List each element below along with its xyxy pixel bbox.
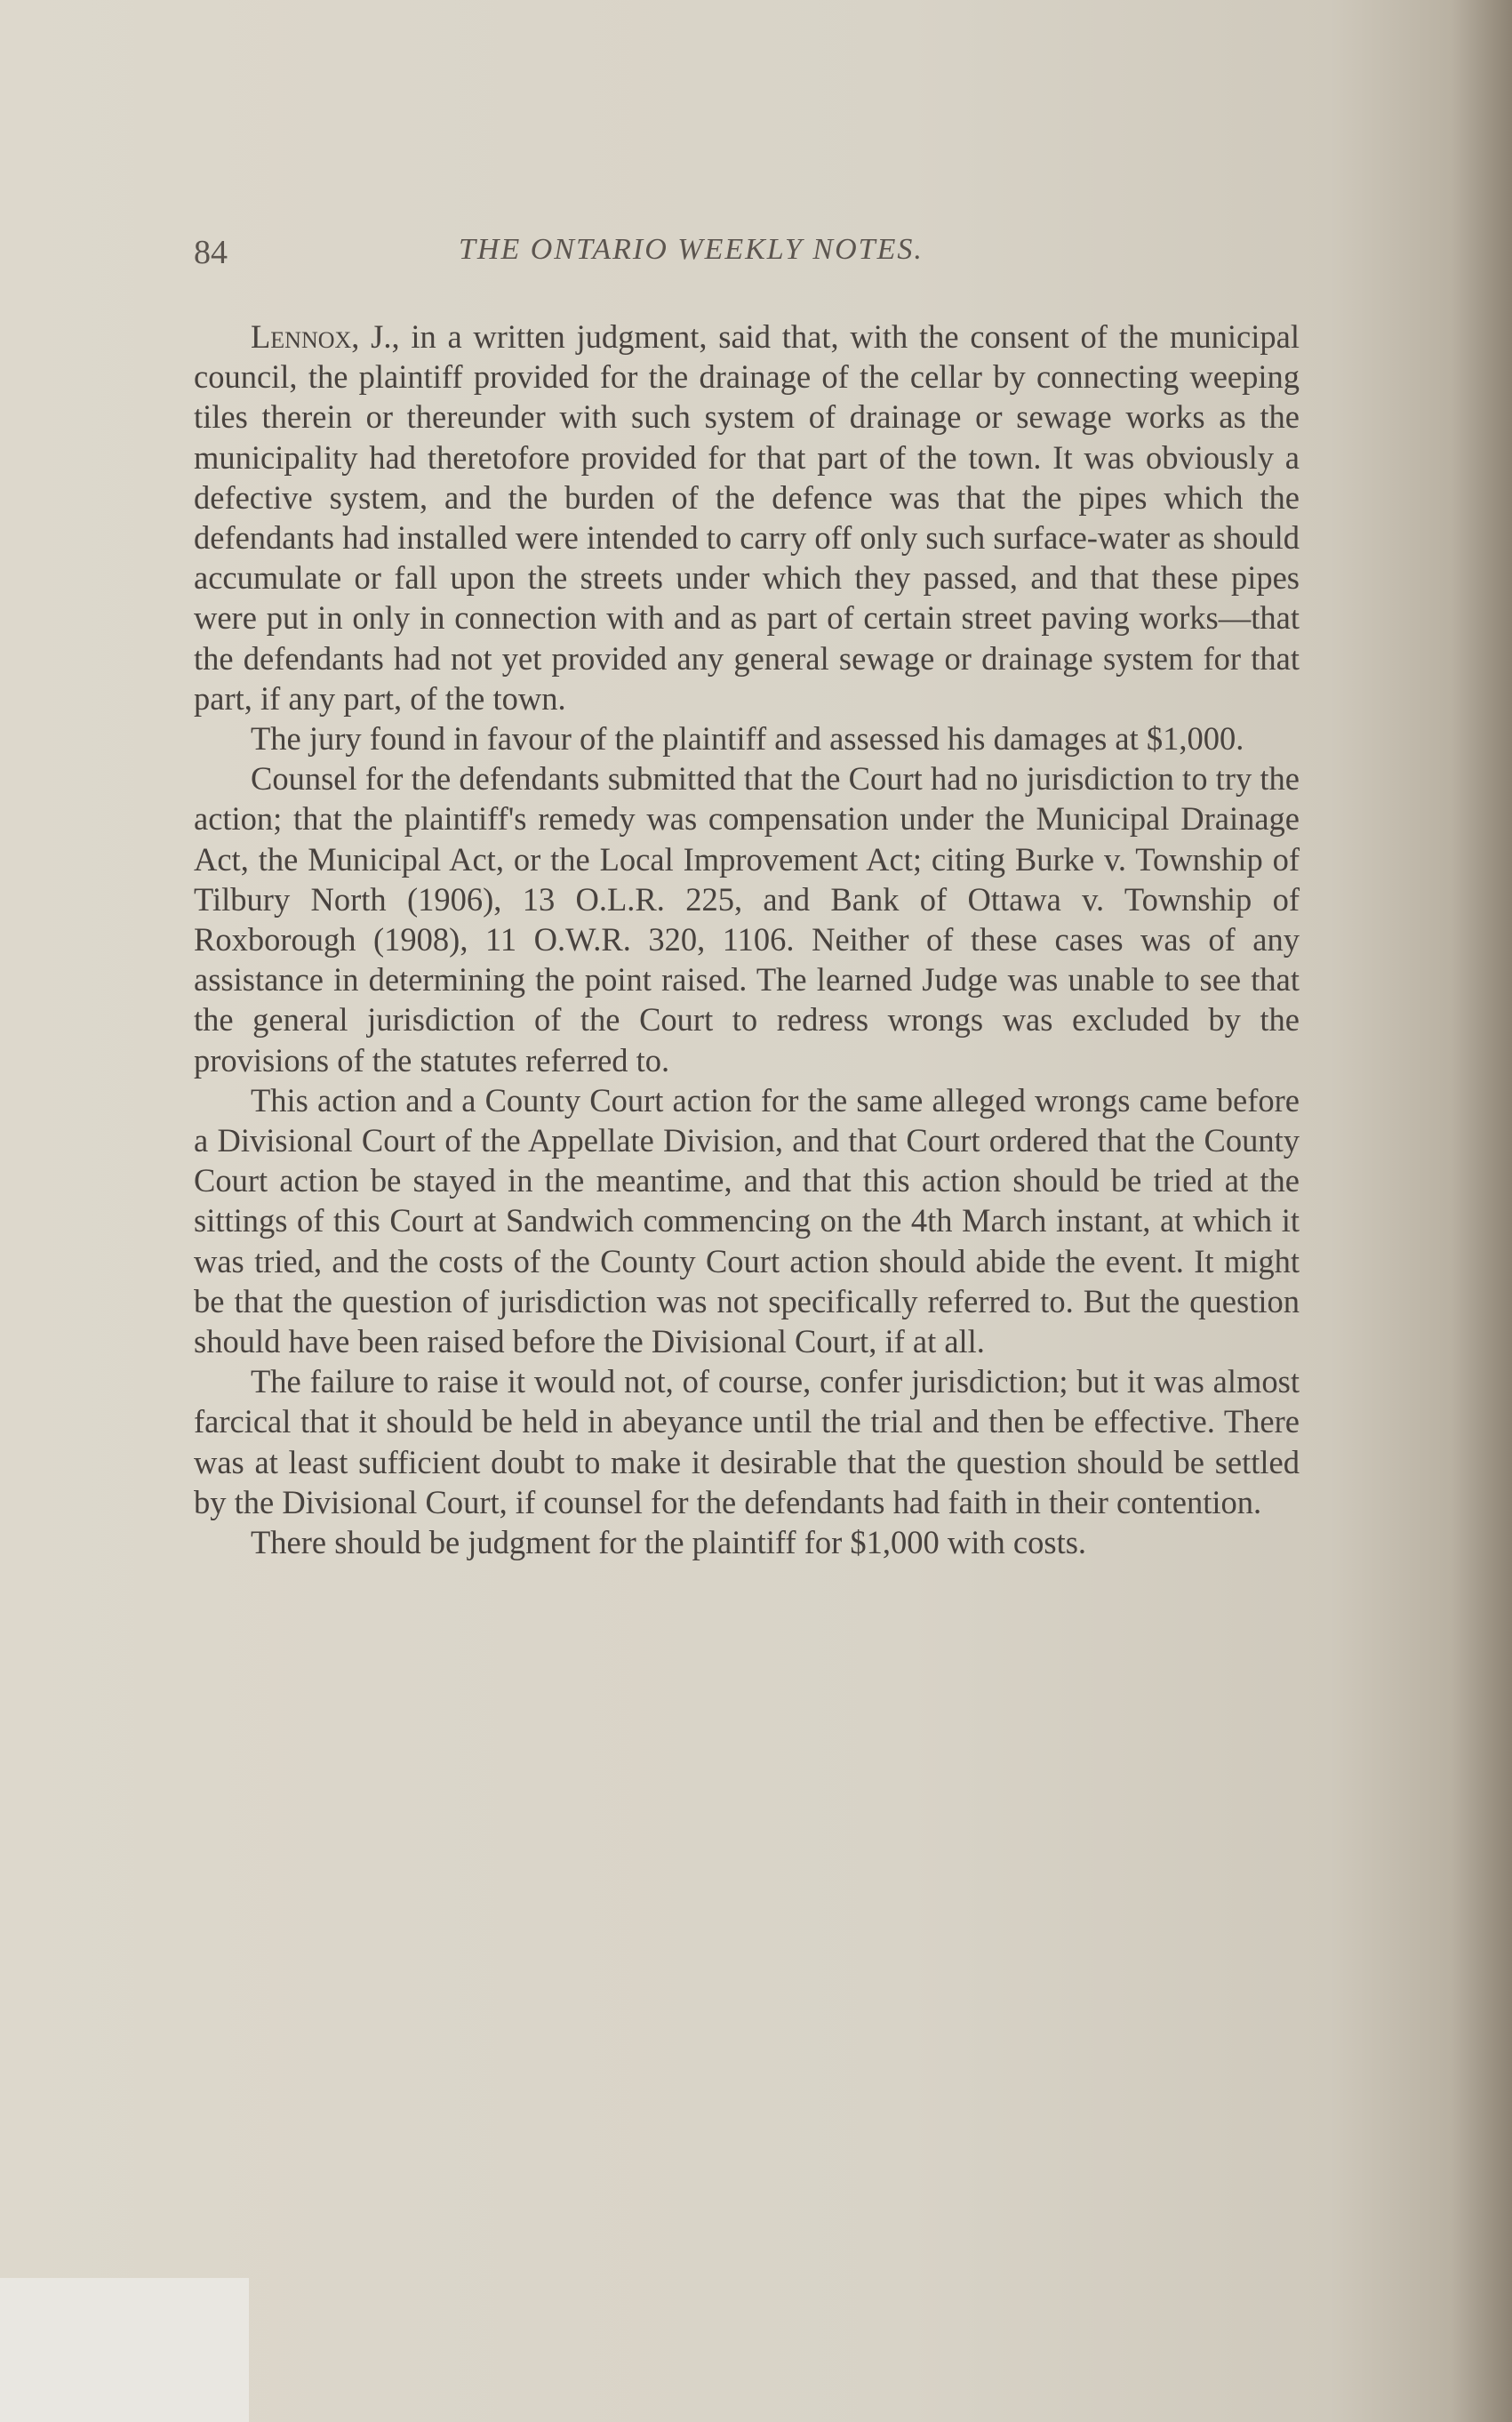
judge-name: Lennox [251,318,352,355]
page-header [194,233,1296,277]
paragraph-1-text: , J., in a written judgment, said that, with the consent of the municipal council, the plaintiff provided for the drainage of the cellar by connecting weeping tiles therein or thereunder with such system of drainage or sewage works as the municipality had theretofore provided for that part of the town. It was obviously a defective system, and the burden of the defence was that the pipes which the defendants had installed were intended to carry off only such surface-water as should accumulate or fall upon the streets under which they passed, and that these pipes were put in only in connection with and as part of certain street paving works—that the defendants had not yet provided any general sewage or drainage system for that part, if any part, of the town. [194,318,1300,717]
paragraph-4: This action and a County Court action for the same alleged wrongs came before a Divisional Court of the Appellate Division, and that Court ordered that the County Court action be stayed in the meantime, and that this action should be tried at the sittings of this Court at Sandwich commencing on the 4th March instant, at which it was tried, and the costs of the County Court action should abide the event. It might be that the question of jurisdiction was not specifically referred to. But the question should have been raised before the Divisional Court, if at all. [194,1081,1300,1360]
page-corner-background [0,2278,249,2422]
paragraph-3: Counsel for the defendants submitted that the Court had no jurisdiction to try the action; that the plaintiff's remedy was compensation under the Municipal Drainage Act, the Municipal Act, or the Local Improvement Act; citing Burke v. Township of Tilbury North (1906), 13 O.L.R. 225, and Bank of Ottawa v. Township of Roxborough (1908), 11 O.W.R. 320, 1106. Neither of these cases was of any assistance in determining the point raised. The learned Judge was unable to see that the general jurisdiction of the Court to redress wrongs was excluded by the provisions of the statutes referred to. [194,760,1300,1079]
paragraph-6: There should be judgment for the plaintiff for $1,000 with costs. [251,1524,1087,1561]
paragraph-5: The failure to raise it would not, of course, confer jurisdiction; but it was almost farcical that it should be held in abeyance until the trial and then be effective. There was at least sufficient doubt to make it desirable that the question should be settled by the Divisional Court, if counsel for the defendants had faith in their contention. [194,1363,1300,1520]
paragraph-1 [194,317,1300,718]
running-title: THE ONTARIO WEEKLY NOTES. [459,233,924,266]
judgment-text [194,317,1300,1562]
page-number: 84 [194,234,228,271]
paragraph-2: The jury found in favour of the plaintiff and assessed his damages at $1,000. [251,720,1244,758]
